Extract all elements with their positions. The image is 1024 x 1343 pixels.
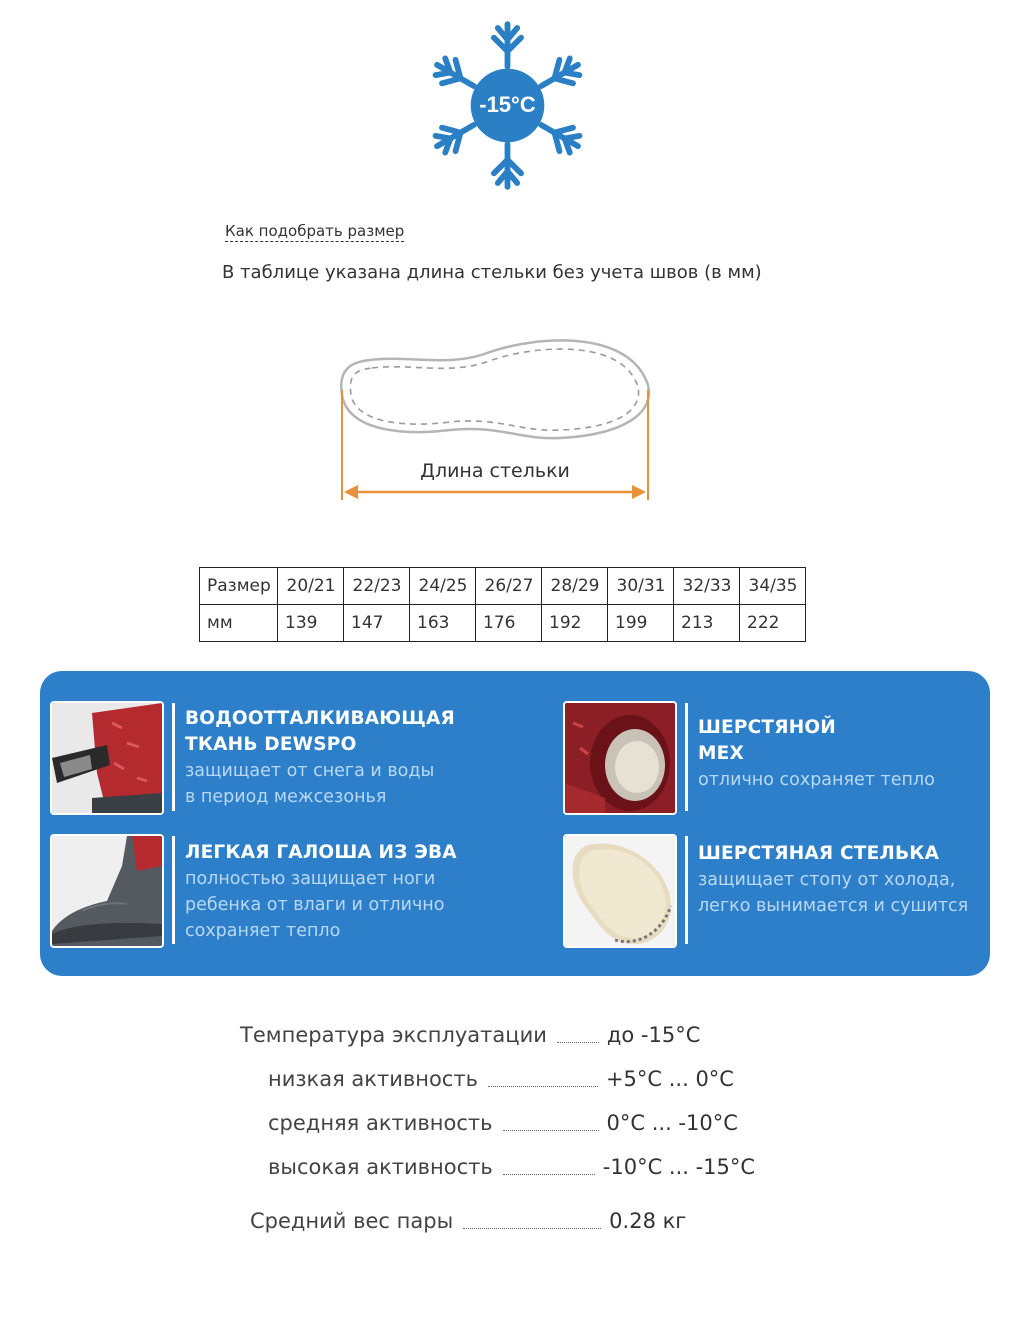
length-cell: 192 [542,605,608,642]
wool-insole-image [563,834,677,948]
spec-average-weight [250,1209,686,1233]
feature-description: полностью защищает ноги ребенка от влаги и отлично сохраняет тепло [185,869,445,941]
table-row [200,605,806,642]
size-cell: 30/31 [608,568,674,605]
size-cell: 34/35 [740,568,806,605]
feature-divider [172,836,175,944]
feature-title: ЛЕГКАЯ ГАЛОША ИЗ ЭВА [185,842,457,863]
length-cell: 199 [608,605,674,642]
row-header-size: Размер [200,568,278,605]
feature-description: защищает стопу от холода, легко вынимается и сушится [698,870,969,916]
spec-low-activity [268,1067,734,1091]
length-cell: 222 [740,605,806,642]
table-row [200,568,806,605]
size-table [199,567,806,642]
wool-fur-image [563,701,677,815]
spec-high-activity [268,1155,755,1179]
feature-waterproof [185,706,485,810]
feature-title: ВОДООТТАЛКИВАЮЩАЯ ТКАНЬ DEWSPO [185,708,455,755]
spec-label: Средний вес пары [250,1209,454,1233]
length-cell: 147 [344,605,410,642]
length-cell: 213 [674,605,740,642]
feature-divider [172,703,175,811]
feature-divider [685,836,688,944]
dotted-leader [557,1042,599,1043]
spec-medium-activity [268,1111,738,1135]
boot-fabric-image [50,701,164,815]
size-cell: 26/27 [476,568,542,605]
feature-title: ШЕРСТЯНАЯ СТЕЛЬКА [698,843,940,864]
spec-label: высокая активность [268,1155,493,1179]
dotted-leader [488,1086,598,1087]
insole-length-diagram [330,330,660,510]
snowflake-temperature-badge [430,18,585,193]
insole-outline-icon [330,330,660,510]
spec-label: Температура эксплуатации [240,1023,547,1047]
spec-operating-temperature [240,1023,700,1047]
spec-value: +5°C ... 0°C [605,1067,734,1091]
dotted-leader [503,1174,595,1175]
temperature-badge-text: -15°C [479,92,536,117]
feature-eva-galosh [185,840,485,944]
feature-title: ШЕРСТЯНОЙ МЕХ [698,717,836,764]
dotted-leader [463,1228,601,1229]
spec-value: -10°C ... -15°C [602,1155,756,1179]
length-cell: 139 [278,605,344,642]
table-note: В таблице указана длина стельки без учета швов (в мм) [222,262,762,283]
size-cell: 22/23 [344,568,410,605]
feature-description: отлично сохраняет тепло [698,770,935,790]
feature-description: защищает от снега и воды в период межсезонья [185,761,435,807]
eva-galosh-image [50,834,164,948]
size-cell: 28/29 [542,568,608,605]
spec-value: 0.28 кг [609,1209,687,1233]
spec-label: низкая активность [268,1067,478,1091]
size-cell: 24/25 [410,568,476,605]
spec-value: до -15°C [606,1023,701,1047]
length-cell: 163 [410,605,476,642]
spec-value: 0°C ... -10°C [606,1111,738,1135]
feature-wool-fur [698,715,998,793]
spec-label: средняя активность [268,1111,493,1135]
how-to-choose-size-link[interactable]: Как подобрать размер [225,222,405,240]
size-cell: 32/33 [674,568,740,605]
size-cell: 20/21 [278,568,344,605]
features-panel [40,671,990,976]
insole-length-label: Длина стельки [420,460,570,482]
dotted-leader [503,1130,599,1131]
length-cell: 176 [476,605,542,642]
feature-wool-insole [698,841,998,919]
feature-divider [685,703,688,811]
row-header-mm: мм [200,605,278,642]
